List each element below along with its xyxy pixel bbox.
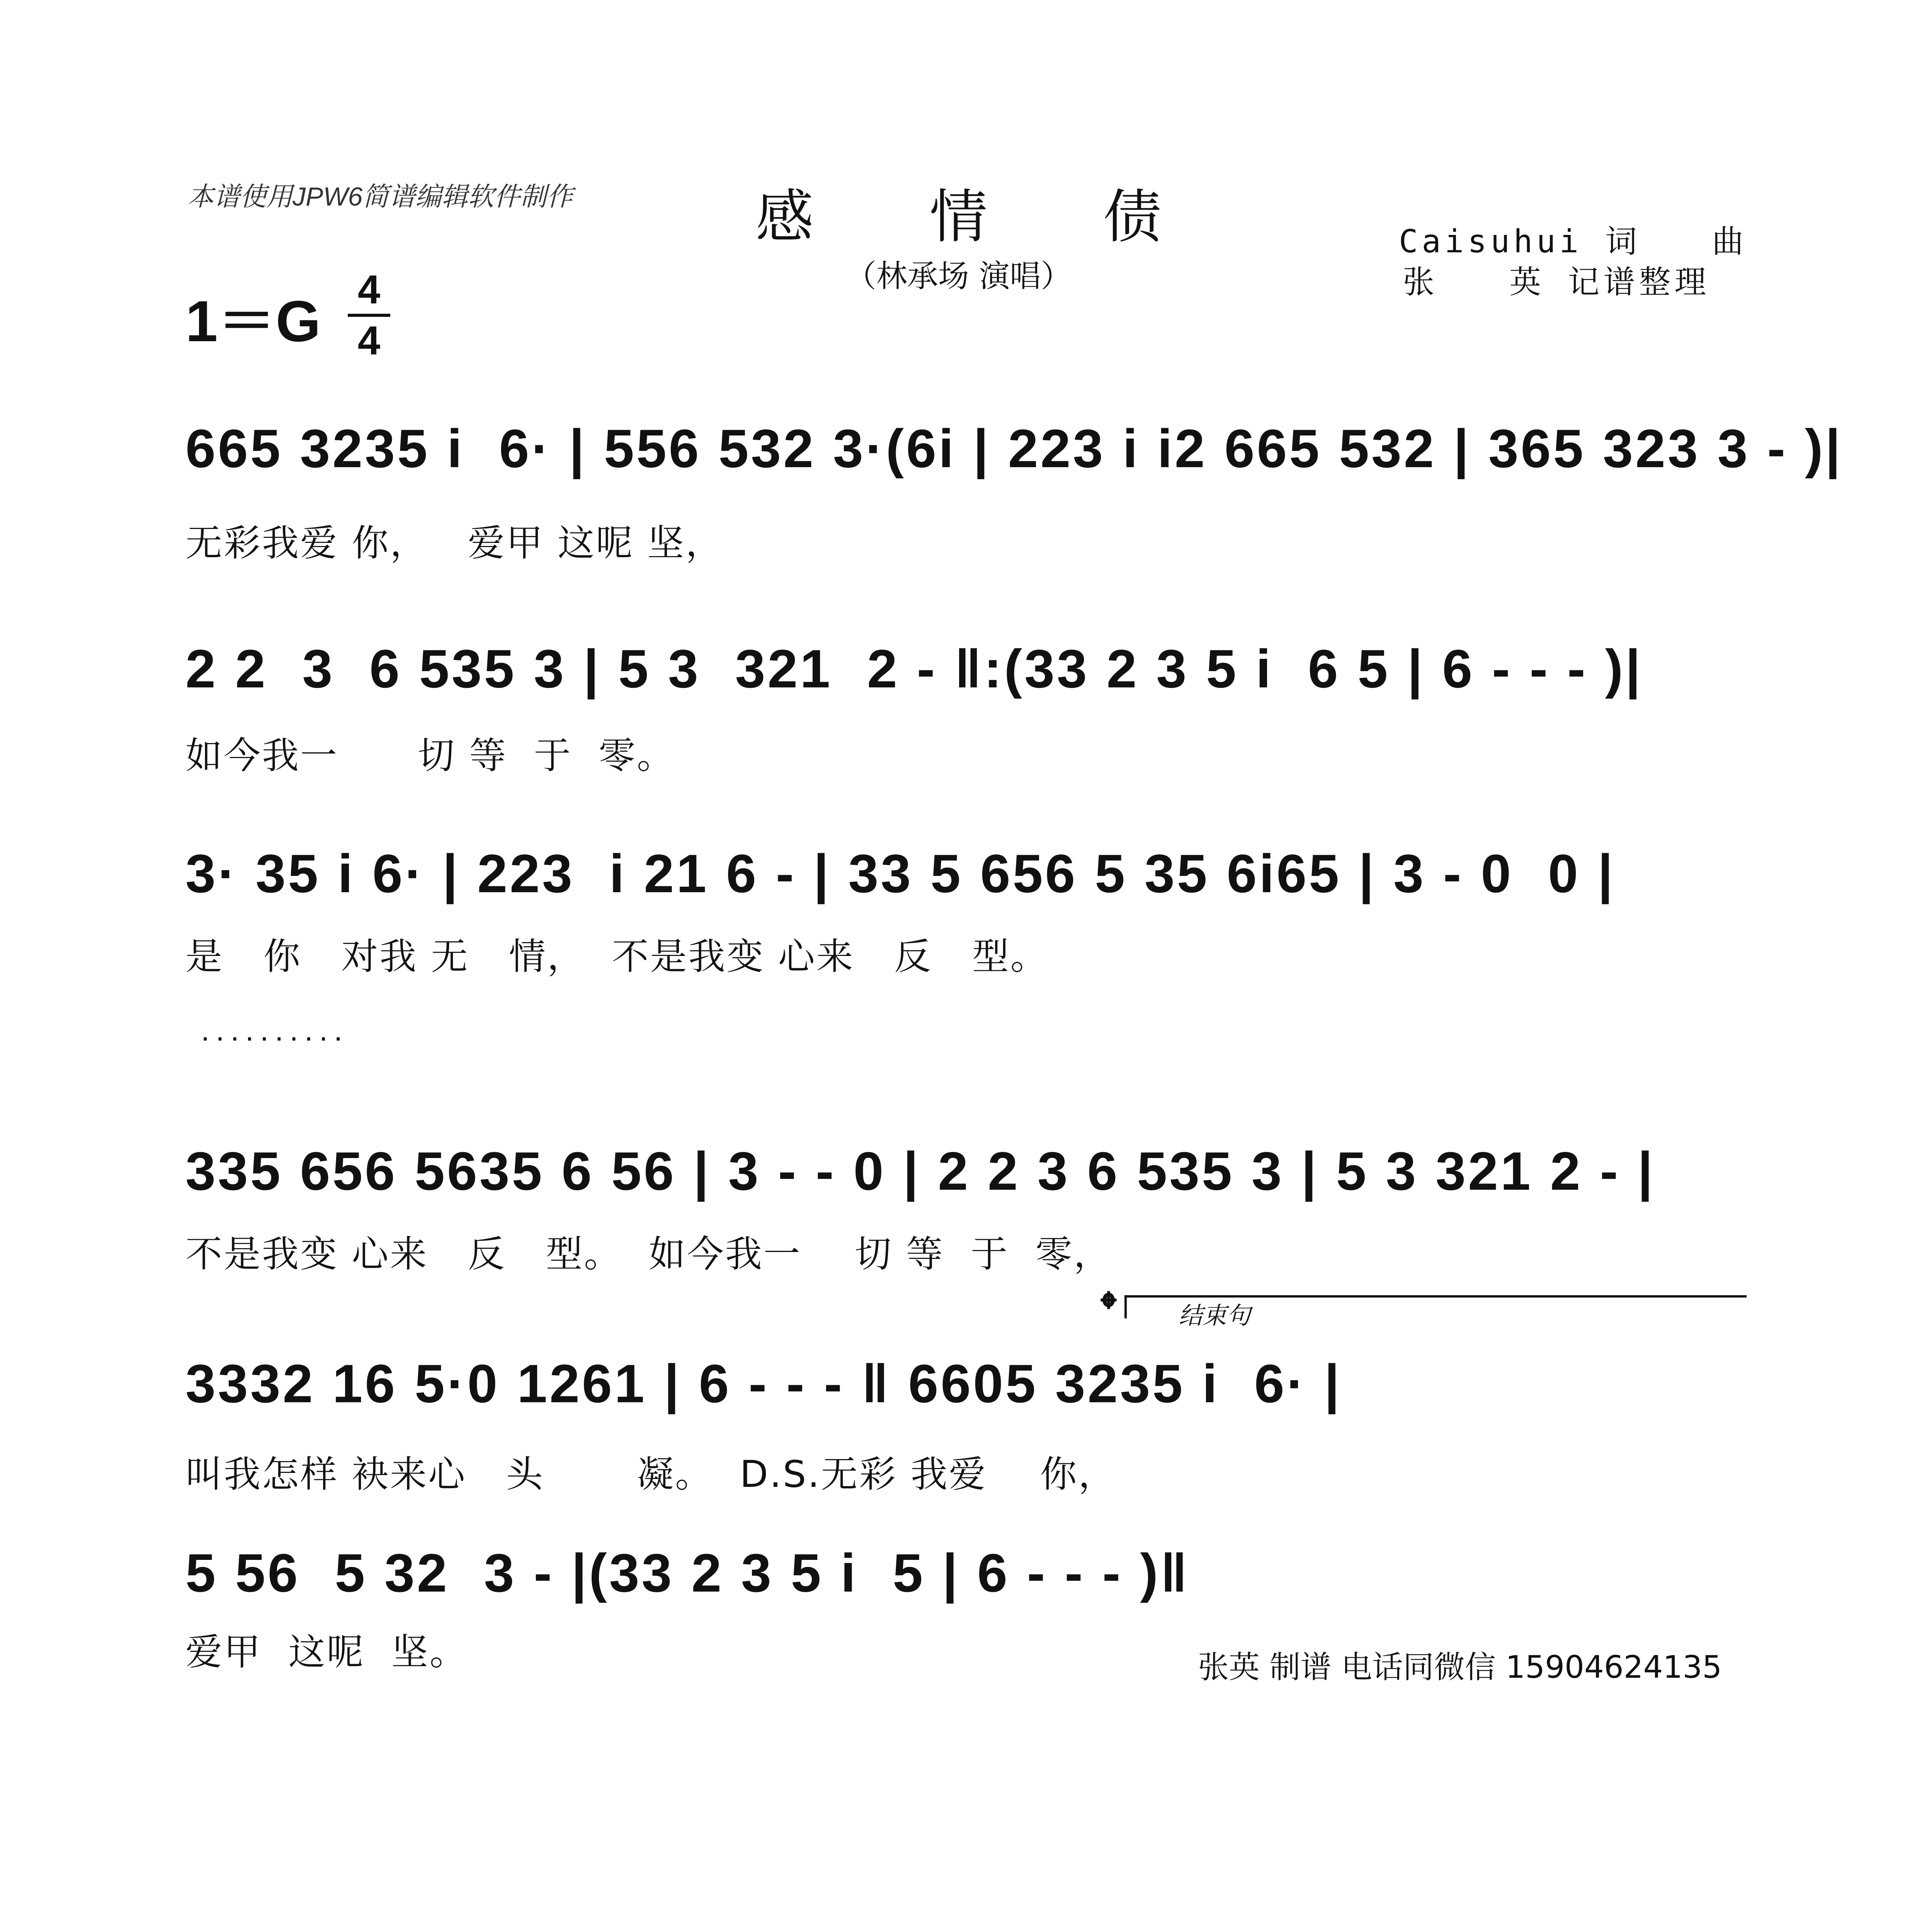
score-system-4 xyxy=(185,1140,1747,1287)
notes-line: 335 656 5635 6 56 | 3 - - 0 | 2 2 3 6 535 3 | 5 3 321 2 - | xyxy=(185,1141,1655,1201)
coda-icon: 𝄌 xyxy=(1101,1284,1116,1331)
score-system-1 xyxy=(185,417,1843,565)
time-signature xyxy=(348,267,390,364)
transcriber-credit: 张 英 记谱整理 xyxy=(1403,264,1710,301)
notes-line: 5 56 5 32 3 - |(33 2 3 5 i 5 | 6 - - - )‖ xyxy=(185,1543,1190,1603)
time-signature-divider xyxy=(348,314,390,317)
song-title: 感情债 xyxy=(755,184,1277,251)
footer-credit: 张英 制谱 电话同微信 15904624135 xyxy=(1198,1649,1722,1685)
notes-line: 3332 16 5·0 1261 | 6 - - - ‖ 6605 3235 i 6· | xyxy=(185,1353,1342,1414)
lyricist-composer-credit: Caisuhui 词 曲 xyxy=(1399,223,1748,260)
software-note: 本谱使用JPW6简谱编辑软件制作 xyxy=(187,182,573,211)
time-signature-bottom: 4 xyxy=(357,318,381,363)
coda-bracket-hook xyxy=(1124,1295,1127,1318)
singer-credit: （林承场 演唱） xyxy=(845,258,1072,294)
score-system-2 xyxy=(185,638,1747,784)
lyrics-line: 叫我怎样 袂来心 头 凝。 D.S.无彩 我爱 你， xyxy=(185,1453,1117,1496)
key-signature: 1＝G xyxy=(185,289,321,354)
time-signature-top: 4 xyxy=(357,267,381,312)
lyrics-line: 无彩我爱 你， 爱甲 这呢 坚， xyxy=(185,522,724,565)
notes-line: 3· 35 i 6· | 223 i 21 6 - | 33 5 656 5 35 6i65 | 3 - 0 0 | xyxy=(185,843,1615,904)
lyrics-line: 爱甲 这呢 坚。 xyxy=(185,1631,468,1673)
lyrics-line: 如今我一 切 等 于 零。 xyxy=(185,735,675,777)
score-system-3 xyxy=(185,842,1747,989)
lyrics-line: 不是我变 心来 反 型。 如今我一 切 等 于 零， xyxy=(185,1233,1112,1276)
coda-label: 结束句 xyxy=(1179,1301,1251,1330)
dotted-separator: .......... xyxy=(201,1013,349,1047)
notes-line: 665 3235 i 6· | 556 532 3·(6i | 223 i i2 665 532 | 365 323 3 - )| xyxy=(185,418,1843,479)
score-system-5 xyxy=(185,1352,1747,1499)
notes-line: 2 2 3 6 535 3 | 5 3 321 2 - ‖:(33 2 3 5 i 6 5 | 6 - - - )| xyxy=(185,638,1643,699)
lyrics-line: 是 你 对我 无 情， 不是我变 心来 反 型。 xyxy=(185,935,1049,978)
